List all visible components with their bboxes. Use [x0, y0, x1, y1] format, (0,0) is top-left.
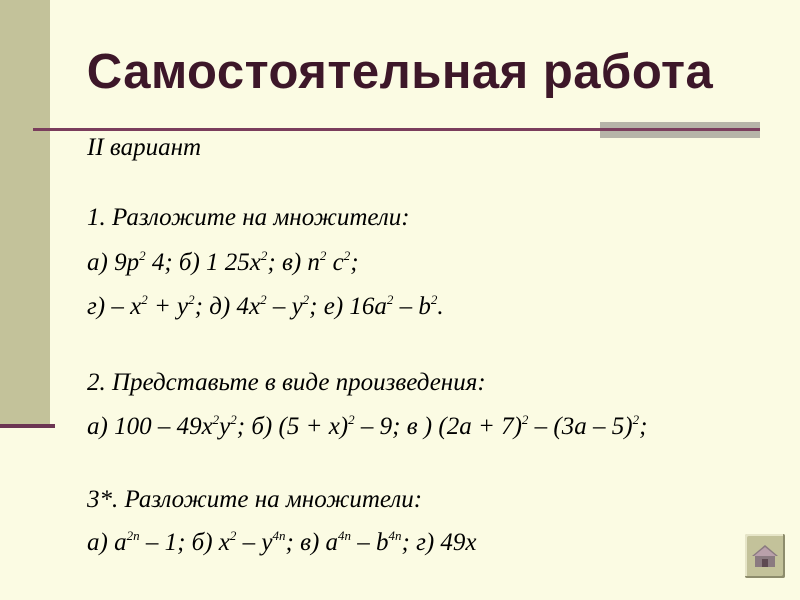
task-3-line: а) $a^{2n} - 1$; б) $x^2 - y^{4n}$; в) $a^{4n} - b^{4n}$; г) 49x	[87, 528, 477, 556]
home-button[interactable]	[745, 534, 785, 578]
variant-label: II вариант	[87, 134, 202, 161]
task-1-line-b: $г) - x^2 + y^2$; д) $4x^2 - y^2$; е) $16a^2 - b^2$.	[87, 292, 444, 320]
task-1-heading: 1. Разложите на множители:	[87, 204, 410, 231]
decorative-left-underline	[0, 424, 55, 428]
task-3-heading: 3*. Разложите на множители:	[87, 486, 423, 513]
slide-title: Самостоятельная работа	[86, 45, 714, 99]
home-icon	[751, 543, 779, 569]
task-2-heading: 2. Представьте в виде произведения:	[87, 369, 486, 396]
task-1-line-a: а) $9p^2$ 4; б) 1 $25x^2$; в) $n^2$ $c^2$;	[87, 248, 359, 276]
task-2-line: а) $100 - 49x^2y^2$; б) $(5 + x)^2 - 9$; в ) $(2a + 7)^2 - (3a - 5)^2$;	[87, 412, 648, 440]
title-rule-accent-line	[600, 128, 760, 131]
